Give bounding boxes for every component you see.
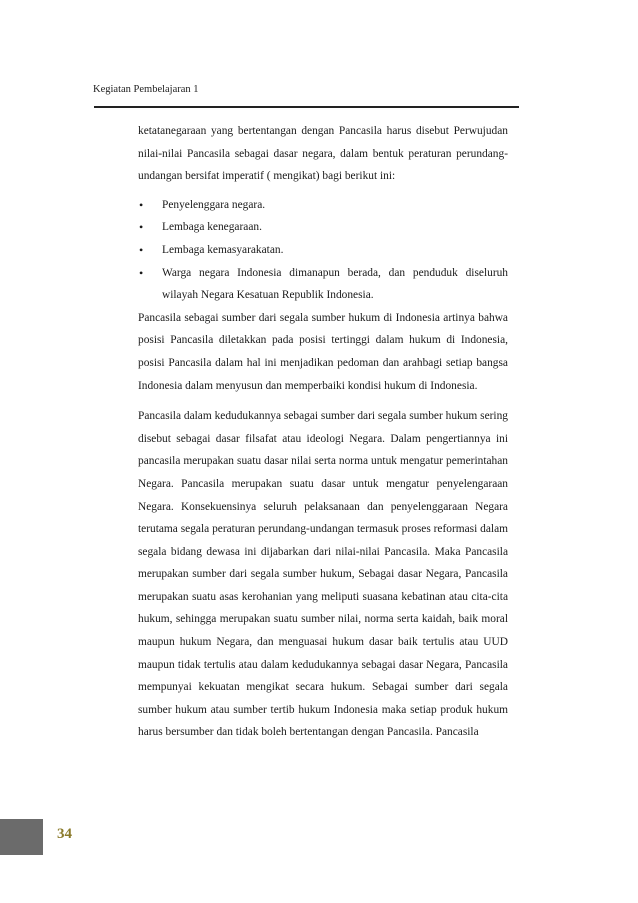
list-item: • Penyelenggara negara.: [138, 194, 508, 217]
paragraph-kedudukan-pancasila: Pancasila dalam kedudukannya sebagai sumber dari segala sumber hukum sering disebut sebagai dasar filsafat atau ideologi Negara. Dalam pengertiannya ini pancasila merupakan suatu dasar nilai serta norma untuk mengatur pemerintahan Negara. Pancasila merupakan suatu dasar untuk mengatur penyelengaraan Negara. Konsekuensinya seluruh pelaksanaan dan penyelenggaraan Negara terutama segala peraturan perundang-undangan termasuk proses reformasi dalam segala bidang dewasa ini dijabarkan dari nilai-nilai Pancasila. Maka Pancasila merupakan sumber dari segala sumber hukum, Sebagai dasar Negara, Pancasila merupakan suatu asas kerohanian yang meliputi suasana kebatinan atau cita-cita hukum, sehingga merupakan suatu sumber nilai, norma serta kaidah, baik moral maupun hukum Negara, dan menguasai hukum dasar baik tertulis atau UUD maupun tidak tertulis atau dalam kedudukannya sebagai dasar Negara, Pancasila mempunyai kekuatan mengikat secara hukum. Sebagai sumber dari segala sumber hukum atau sumber tertib hukum Indonesia maka setiap produk hukum harus bersumber dan tidak boleh bertentangan dengan Pancasila. Pancasila: [138, 410, 508, 739]
running-header: Kegiatan Pembelajaran 1: [93, 84, 199, 95]
list-item: • Warga negara Indonesia dimanapun berada, dan penduduk diseluruh wilayah Negara Kesatuan Republik Indonesia.: [138, 262, 508, 307]
intro-paragraph: ketatanegaraan yang bertentangan dengan Pancasila harus disebut Perwujudan nilai-nilai Pancasila sebagai dasar negara, dalam bentuk peraturan perundang-undangan bersifat imperatif ( mengikat) bagi berikut ini:: [138, 125, 508, 183]
header-divider: [94, 106, 519, 108]
bullet-icon: •: [139, 197, 144, 212]
page-number: 34: [57, 826, 72, 842]
list-item: • Lembaga kenegaraan.: [138, 216, 508, 239]
page-number-tab: [0, 819, 43, 855]
list-item: • Lembaga kemasyarakatan.: [138, 239, 508, 262]
bullet-icon: •: [139, 220, 144, 235]
bullet-icon: •: [139, 265, 144, 280]
bullet-list: [138, 194, 508, 307]
page-body: [138, 120, 508, 744]
paragraph-pancasila-sumber-hukum: Pancasila sebagai sumber dari segala sumber hukum di Indonesia artinya bahwa posisi Pancasila diletakkan pada posisi tertinggi dalam hukum di Indonesia, posisi Pancasila dalam hal ini menjadikan pedoman dan arahbagi setiap bangsa Indonesia dalam menyusun dan memperbaiki kondisi hukum di Indonesia.: [138, 311, 508, 392]
bullet-icon: •: [139, 242, 144, 257]
